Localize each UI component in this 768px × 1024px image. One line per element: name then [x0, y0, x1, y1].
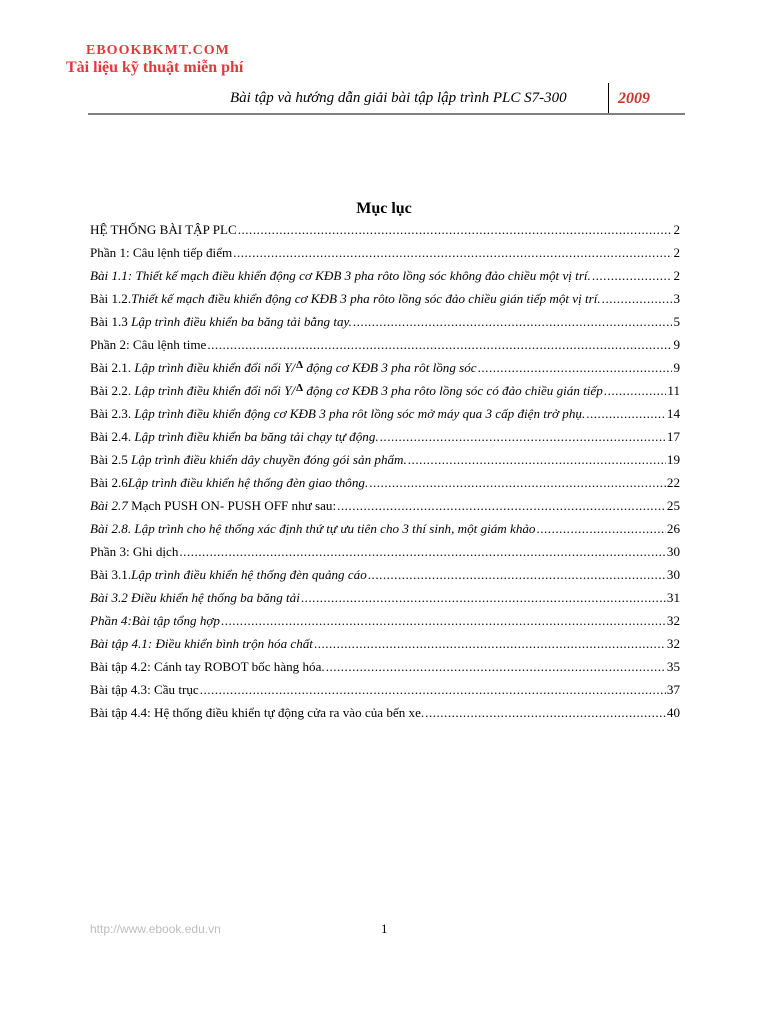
- toc-item[interactable]: [90, 494, 680, 517]
- toc-leader: [301, 586, 666, 609]
- toc-item-page: 11: [667, 383, 680, 398]
- toc-item-page: 35: [666, 659, 680, 674]
- toc-item-page: 32: [666, 613, 680, 628]
- toc-item-prefix: HỆ THỐNG BÀI TẬP PLC: [90, 222, 237, 237]
- toc-item[interactable]: [90, 402, 680, 425]
- toc-item-text: Lập trình điều khiển ba băng tải bằng tay.: [131, 314, 352, 329]
- toc-item[interactable]: [90, 218, 680, 241]
- toc-item-text: Lập trình điều khiển đổi nối Y/: [134, 360, 296, 375]
- toc-leader: [586, 402, 666, 425]
- toc-leader: [369, 471, 666, 494]
- toc-item-text: Lập trình điều khiển hệ thống đèn quảng cáo: [131, 567, 367, 582]
- toc-item-text: Thiết kế mạch điều khiển động cơ KĐB 3 pha rôto lồng sóc đảo chiều gián tiếp một vị trí.: [131, 291, 601, 306]
- toc-title: Mục lục: [356, 200, 412, 217]
- toc-item-page: 17: [666, 429, 680, 444]
- toc-leader: [592, 264, 673, 287]
- toc-item-page: 19: [666, 452, 680, 467]
- toc-leader: [238, 218, 673, 241]
- toc-item[interactable]: [90, 379, 680, 402]
- toc-item-text: Lập trình điều khiển dây chuyền đóng gói sản phẩm.: [131, 452, 407, 467]
- toc-item[interactable]: [90, 287, 680, 310]
- toc-item-page: 30: [666, 567, 680, 582]
- toc-item-prefix: Bài 2.1.: [90, 360, 135, 375]
- toc-leader: [233, 241, 672, 264]
- toc-item-page: 26: [666, 521, 680, 536]
- toc-item-page: 22: [666, 475, 680, 490]
- toc-item-prefix: Bài 2.3.: [90, 406, 135, 421]
- toc-leader: [478, 356, 673, 379]
- toc-item[interactable]: [90, 563, 680, 586]
- toc-item-text: Lập trình điều khiển đổi nối Y/: [134, 383, 296, 398]
- toc-item-text: Lập trình điều khiển hệ thống đèn giao thông.: [127, 475, 369, 490]
- toc-item-prefix: Bài tập 4.2: Cánh tay ROBOT bốc hàng hóa.: [90, 659, 325, 674]
- toc-item[interactable]: [90, 517, 680, 540]
- page-number: 1: [381, 921, 388, 936]
- toc-item-page: 3: [673, 291, 680, 306]
- toc-item-text: Bài 2.7: [90, 498, 128, 513]
- toc-item-text: Bài 1.1: Thiết kế mạch điều khiển động cơ KĐB 3 pha rôto lồng sóc không đảo chiều một vị trí.: [90, 268, 591, 283]
- header-title: Bài tập và hướng dẫn giải bài tập lập trình PLC S7-300: [230, 90, 567, 106]
- toc-item-page: 9: [673, 337, 680, 352]
- toc-item[interactable]: [90, 655, 680, 678]
- toc-leader: [380, 425, 666, 448]
- table-of-contents: [90, 218, 680, 724]
- delta-icon: Δ: [296, 382, 304, 394]
- toc-item-page: 32: [666, 636, 680, 651]
- toc-item[interactable]: [90, 701, 680, 724]
- toc-item-text: Lập trình điều khiển động cơ KĐB 3 pha rôt lồng sóc mở máy qua 3 cấp điện trở phụ.: [134, 406, 586, 421]
- toc-item-prefix: Bài 3.1.: [90, 567, 132, 582]
- toc-item-text: Bài tập 4.1: Điều khiển bình trộn hóa chất: [90, 636, 313, 651]
- toc-item[interactable]: [90, 586, 680, 609]
- toc-item-prefix: Bài 2.2.: [90, 383, 135, 398]
- toc-item-prefix: Phần 2: Câu lệnh time: [90, 337, 207, 352]
- toc-item-text: Bài 2.8. Lập trình cho hệ thống xác định thứ tự ưu tiên cho 3 thí sinh, một giám khảo: [90, 521, 536, 536]
- toc-item-prefix: Bài 2.5: [90, 452, 132, 467]
- toc-item-text: Lập trình điều khiển ba băng tải chạy tự động.: [134, 429, 379, 444]
- toc-item-page: 2: [673, 222, 680, 237]
- toc-leader: [221, 609, 666, 632]
- toc-item-page: 40: [666, 705, 680, 720]
- toc-item[interactable]: [90, 609, 680, 632]
- toc-item-prefix: Phần 3: Ghi dịch: [90, 544, 179, 559]
- toc-item-suffix: Mạch PUSH ON- PUSH OFF như sau:: [127, 498, 337, 513]
- toc-leader: [536, 517, 665, 540]
- toc-item[interactable]: [90, 540, 680, 563]
- toc-item[interactable]: [90, 448, 680, 471]
- toc-item-prefix: Bài 2.6: [90, 475, 128, 490]
- toc-item[interactable]: [90, 678, 680, 701]
- footer-url[interactable]: http://www.ebook.edu.vn: [90, 922, 221, 936]
- toc-item-text: Bài 3.2 Điều khiển hệ thống ba băng tải: [90, 590, 300, 605]
- toc-item-prefix: Bài tập 4.4: Hệ thống điều khiển tự động cửa ra vào của bến xe.: [90, 705, 425, 720]
- toc-item-page: 9: [673, 360, 680, 375]
- toc-item[interactable]: [90, 425, 680, 448]
- toc-item[interactable]: [90, 632, 680, 655]
- toc-item[interactable]: [90, 356, 680, 379]
- delta-icon: Δ: [296, 359, 304, 371]
- toc-item-page: 5: [673, 314, 680, 329]
- brand-block: [66, 43, 243, 77]
- toc-item[interactable]: [90, 333, 680, 356]
- header-year: 2009: [618, 90, 650, 107]
- toc-item-prefix: Bài 2.4.: [90, 429, 135, 444]
- toc-leader: [353, 310, 673, 333]
- toc-item[interactable]: [90, 264, 680, 287]
- toc-item-page: 30: [666, 544, 680, 559]
- toc-item-text: Phần 4:Bài tập tổng hợp: [90, 613, 220, 628]
- toc-item-page: 25: [666, 498, 680, 513]
- toc-leader: [337, 494, 666, 517]
- toc-leader: [425, 701, 666, 724]
- toc-item-page: 31: [666, 590, 680, 605]
- toc-item-text-continued: động cơ KĐB 3 pha rôto lồng sóc có đảo chiều gián tiếp: [303, 383, 603, 398]
- toc-item-page: 2: [673, 268, 680, 283]
- toc-leader: [179, 540, 666, 563]
- toc-item-text-continued: động cơ KĐB 3 pha rôt lồng sóc: [303, 360, 477, 375]
- header-rule: [88, 113, 685, 115]
- toc-leader: [200, 678, 666, 701]
- toc-leader: [368, 563, 666, 586]
- header-separator: [608, 83, 609, 113]
- toc-item-prefix: Bài 1.3: [90, 314, 132, 329]
- brand-tagline: Tài liệu kỹ thuật miễn phí: [66, 59, 244, 76]
- toc-leader: [602, 287, 673, 310]
- toc-item-page: 37: [666, 682, 680, 697]
- toc-item-prefix: Phần 1: Câu lệnh tiếp điểm: [90, 245, 233, 260]
- toc-item-prefix: Bài tập 4.3: Cầu trục: [90, 682, 199, 697]
- toc-leader: [604, 379, 667, 402]
- toc-leader: [408, 448, 666, 471]
- toc-item-prefix: Bài 1.2.: [90, 291, 132, 306]
- toc-item-page: 2: [673, 245, 680, 260]
- brand-site: EBOOKBKMT.COM: [86, 43, 230, 58]
- toc-item-page: 14: [666, 406, 680, 421]
- toc-leader: [207, 333, 672, 356]
- toc-item[interactable]: [90, 310, 680, 333]
- toc-leader: [314, 632, 666, 655]
- toc-item[interactable]: [90, 241, 680, 264]
- toc-leader: [326, 655, 666, 678]
- toc-item[interactable]: [90, 471, 680, 494]
